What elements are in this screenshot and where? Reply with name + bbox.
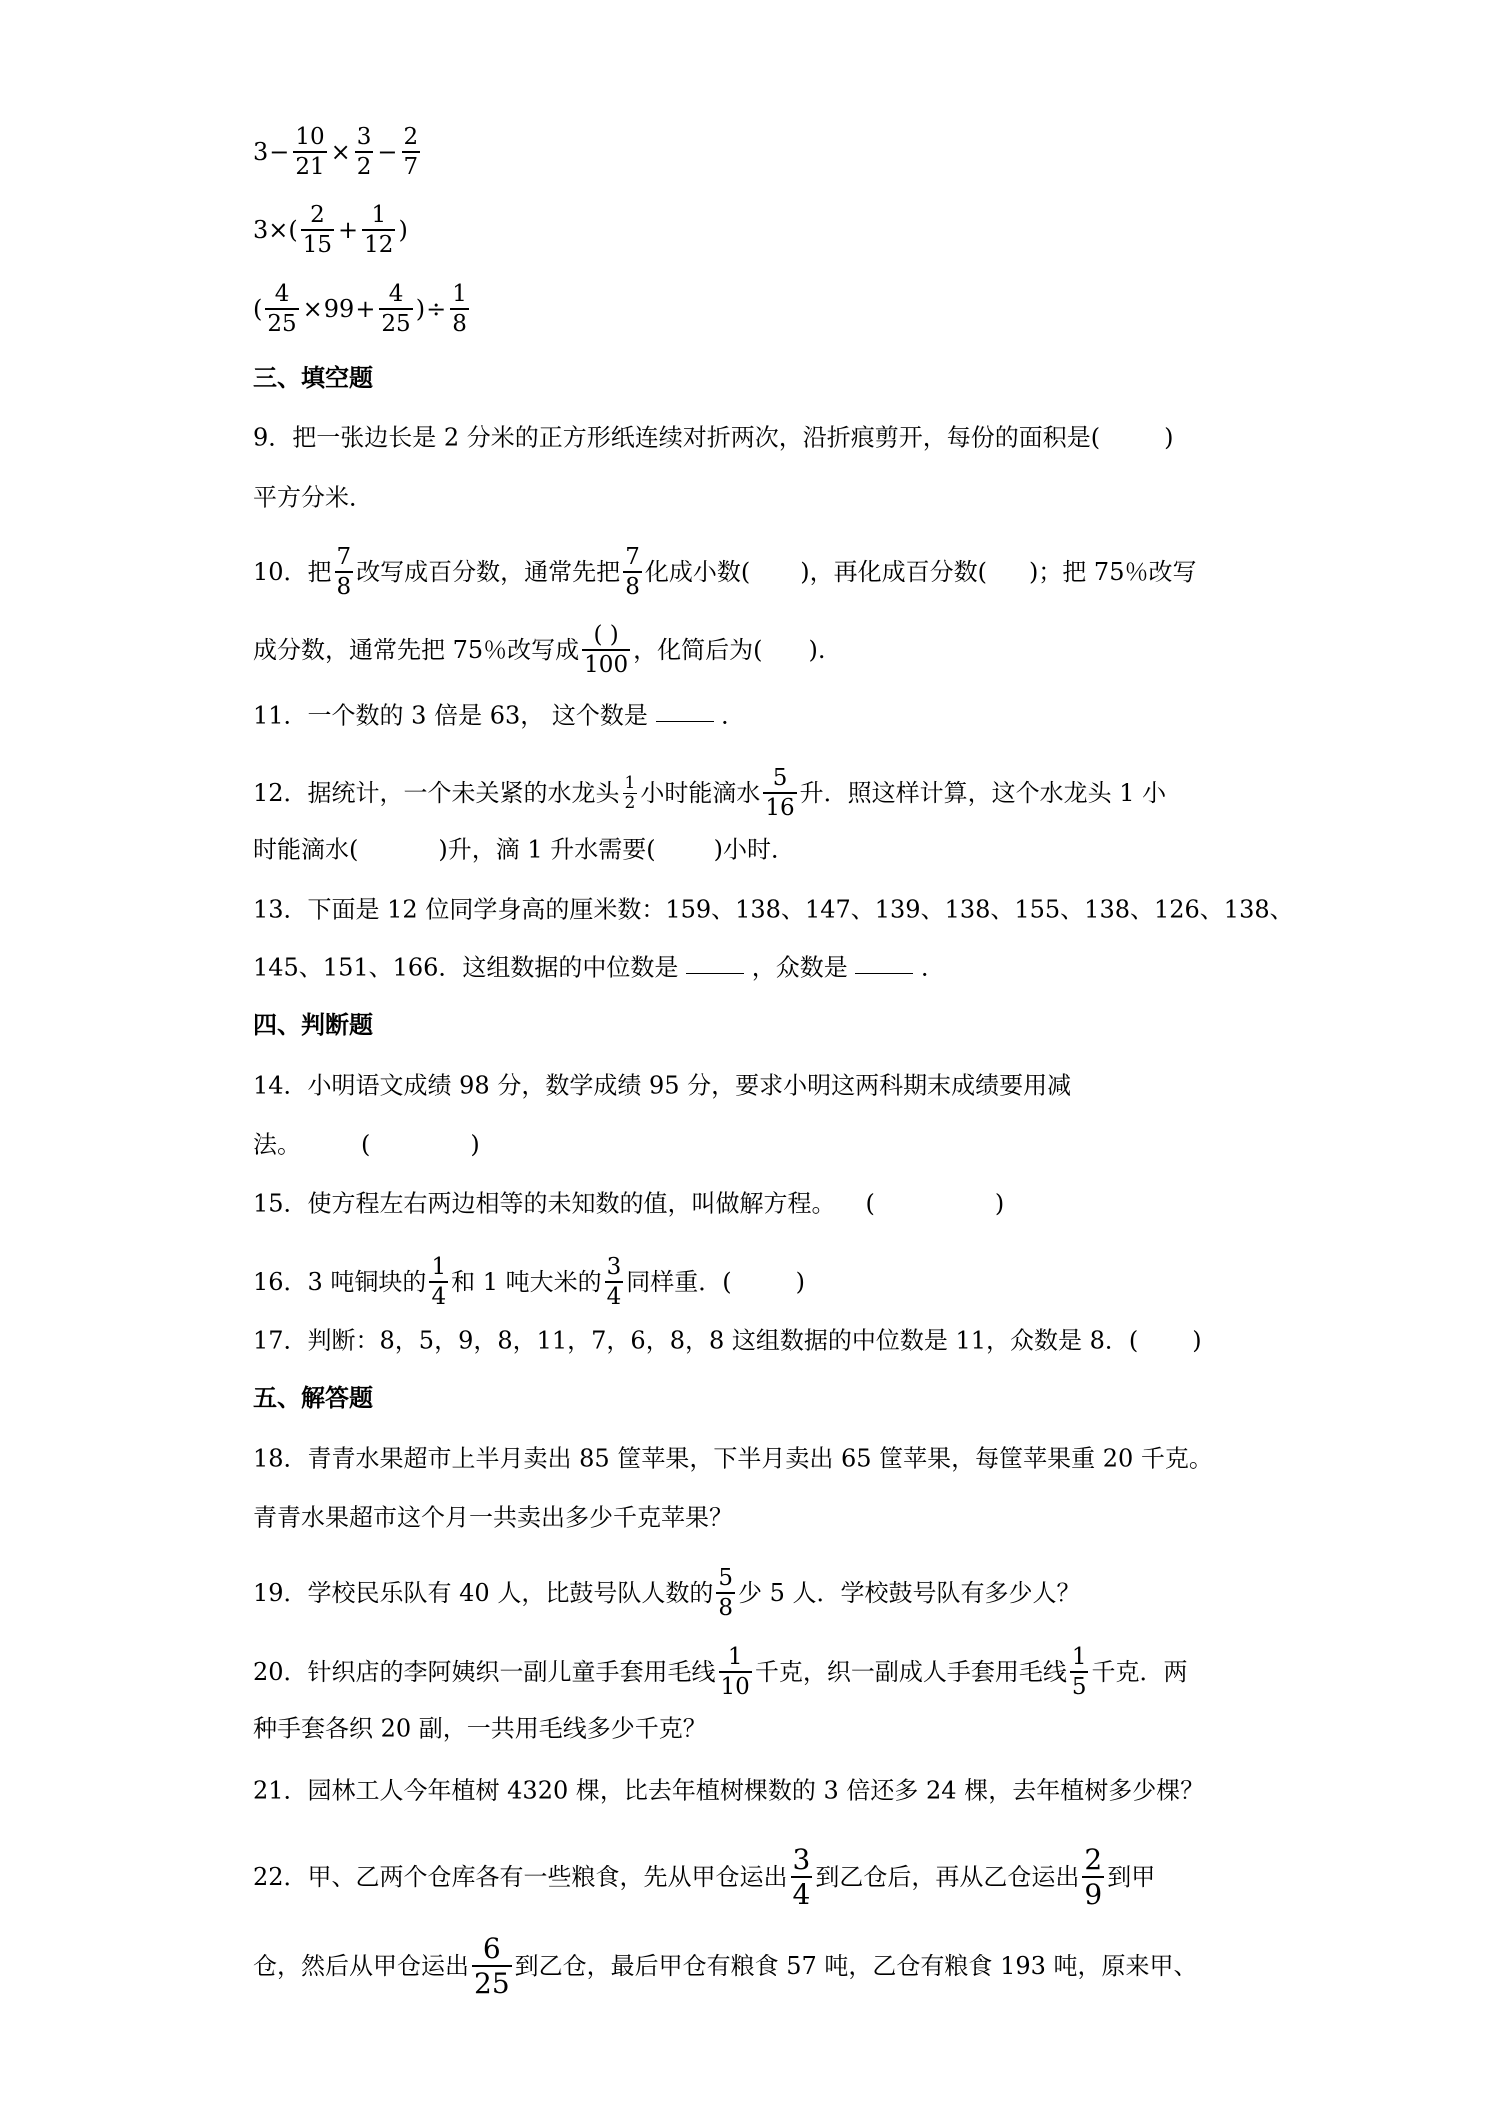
expr-term: 3 <box>253 138 269 166</box>
answer-paren-close: ) <box>470 1130 480 1159</box>
fraction <box>623 543 642 601</box>
question-21 <box>253 1772 1204 1808</box>
question-11 <box>253 697 745 733</box>
divide-sign: ÷ <box>426 295 447 323</box>
question-22-line-2 <box>253 1932 1198 2000</box>
question-text: 20．针织店的李阿姨织一副儿童手套用毛线 <box>253 1658 716 1686</box>
left-paren: ( <box>253 295 263 323</box>
numerator: 4 <box>274 281 290 307</box>
question-13-line-1 <box>253 891 1294 927</box>
question-9-line-2 <box>253 479 373 515</box>
question-9-line-1 <box>253 419 1174 455</box>
question-text: 19．学校民乐队有 40 人，比鼓号队人数的 <box>253 1579 714 1607</box>
numerator: 1 <box>624 772 636 793</box>
question-10-line-2 <box>253 621 825 679</box>
question-text: ) <box>1164 423 1174 452</box>
right-paren: ) <box>415 295 426 323</box>
numerator: 1 <box>1071 1644 1087 1670</box>
right-paren: ) <box>398 216 408 244</box>
fraction <box>623 774 638 813</box>
answer-paren-open: ( <box>361 1130 371 1159</box>
question-14-line-2 <box>253 1126 480 1162</box>
fraction <box>265 280 298 338</box>
question-text: 15．使方程左右两边相等的未知数的值，叫做解方程。 <box>253 1189 836 1218</box>
question-16 <box>253 1253 805 1311</box>
question-text: 16．3 吨铜块的 <box>253 1268 427 1296</box>
question-text: 10．把 <box>253 558 332 586</box>
denominator: 12 <box>364 232 394 258</box>
question-13-line-2 <box>253 949 945 985</box>
fraction <box>402 123 421 181</box>
question-text: 22．甲、乙两个仓库各有一些粮食，先从甲仓运出 <box>253 1863 788 1891</box>
fraction <box>335 543 354 601</box>
numerator: 4 <box>388 281 404 307</box>
expr-term: 3× <box>253 216 289 244</box>
question-text: )，再化成百分数( <box>800 558 987 586</box>
answer-blank <box>855 953 913 974</box>
denominator: 25 <box>267 311 297 337</box>
fraction <box>582 621 630 679</box>
fraction <box>1070 1643 1089 1701</box>
question-text: 小时能滴水 <box>640 779 761 807</box>
denominator: 9 <box>1084 1878 1103 1911</box>
question-text: 18．青青水果超市上半月卖出 85 筐苹果，下半月卖出 65 筐苹果，每筐苹果重 20 千克。 <box>253 1444 1213 1473</box>
question-text: )小时． <box>713 835 796 864</box>
question-10-line-1 <box>253 543 1196 601</box>
numerator: 5 <box>718 1565 733 1591</box>
numerator: 3 <box>606 1254 622 1280</box>
numerator: 2 <box>1084 1843 1103 1876</box>
question-text: 成分数，通常先把 75％改写成 <box>253 636 580 664</box>
numerator: 2 <box>310 202 325 228</box>
question-text: 12．据统计，一个未关紧的水龙头 <box>253 779 620 807</box>
section-heading-fill-in: 三、填空题 <box>253 364 373 392</box>
fraction <box>472 1932 512 2000</box>
question-text: 13．下面是 12 位同学身高的厘米数：159、138、147、139、138、155、138、126、138、 <box>253 895 1294 924</box>
question-text: 仓，然后从甲仓运出 <box>253 1952 469 1980</box>
numerator: 1 <box>431 1254 447 1280</box>
times-sign: × <box>330 138 351 166</box>
question-text: 17．判断：8，5，9，8，11，7，6，8，8 这组数据的中位数是 11，众数是 8．( <box>253 1326 1139 1355</box>
fraction <box>379 280 412 338</box>
fraction <box>791 1843 813 1911</box>
question-text: 21．园林工人今年植树 4320 棵，比去年植树棵数的 3 倍还多 24 棵，去年植树多少棵？ <box>253 1776 1205 1805</box>
numerator: ( ) <box>593 622 619 648</box>
question-20-line-1 <box>253 1643 1187 1701</box>
times-sign: × <box>302 295 323 323</box>
numerator: 3 <box>356 124 372 150</box>
denominator: 5 <box>1071 1674 1087 1700</box>
numerator: 1 <box>371 202 387 228</box>
fraction <box>716 1564 735 1622</box>
denominator: 25 <box>381 311 411 337</box>
denominator: 7 <box>403 154 419 180</box>
question-text: 11．一个数的 3 倍是 63， 这个数是 <box>253 701 648 730</box>
question-text: ． <box>921 953 945 982</box>
numerator: 5 <box>772 765 788 791</box>
question-text: 145、151、166．这组数据的中位数是 <box>253 953 679 982</box>
minus-sign: − <box>377 138 398 166</box>
question-text: )；把 75％改写 <box>1028 558 1197 586</box>
minus-sign: − <box>269 138 290 166</box>
question-text: 改写成百分数，通常先把 <box>356 558 621 586</box>
question-text: ). <box>808 636 826 664</box>
denominator: 100 <box>584 652 629 678</box>
question-text: 和 1 吨大米的 <box>451 1268 602 1296</box>
question-15 <box>253 1185 1004 1221</box>
denominator: 10 <box>720 1674 750 1700</box>
expression-1 <box>253 123 423 181</box>
numerator: 2 <box>403 124 419 150</box>
question-20-line-2 <box>253 1710 707 1746</box>
question-text: 少 5 人．学校鼓号队有多少人？ <box>737 1579 1081 1607</box>
denominator: 2 <box>624 792 636 813</box>
question-text: 9．把一张边长是 2 分米的正方形纸连续对折两次，沿折痕剪开，每份的面积是( <box>253 423 1101 452</box>
question-text: 到乙仓后，再从乙仓运出 <box>815 1863 1080 1891</box>
question-text: 平方分米． <box>253 483 373 512</box>
question-text: 千克．两 <box>1091 1658 1188 1686</box>
fraction <box>1082 1843 1104 1911</box>
question-19 <box>253 1564 1081 1622</box>
question-text: ，众数是 <box>751 953 848 982</box>
fraction <box>719 1643 752 1701</box>
answer-blank <box>656 701 714 722</box>
question-text: ． <box>721 701 746 730</box>
denominator: 8 <box>625 574 640 600</box>
question-text: 时能滴水( <box>253 835 359 864</box>
fraction <box>450 280 469 338</box>
fraction <box>301 201 334 259</box>
expr-term: 99 <box>323 295 355 323</box>
question-text: 14．小明语文成绩 98 分，数学成绩 95 分，要求小明这两科期末成绩要用减 <box>253 1071 1072 1100</box>
section-heading-answer: 五、解答题 <box>253 1384 373 1412</box>
question-text: )升，滴 1 升水需要( <box>438 835 656 864</box>
answer-paren-open: ( <box>865 1189 875 1218</box>
answer-paren-close: ) <box>1192 1326 1202 1355</box>
denominator: 4 <box>431 1284 447 1310</box>
plus-sign: + <box>338 216 359 244</box>
denominator: 8 <box>718 1595 733 1621</box>
question-text: 青青水果超市这个月一共卖出多少千克苹果？ <box>253 1503 733 1532</box>
answer-paren-close: ) <box>994 1189 1005 1218</box>
question-text: 到乙仓，最后甲仓有粮食 57 吨，乙仓有粮食 193 吨，原来甲、 <box>514 1952 1198 1980</box>
answer-blank <box>686 953 744 974</box>
question-17 <box>253 1322 1202 1358</box>
numerator: 1 <box>727 1644 743 1670</box>
question-text: 化成小数( <box>644 558 751 586</box>
plus-sign: + <box>355 295 376 323</box>
question-18-line-1 <box>253 1440 1213 1476</box>
question-text: 法。 <box>253 1130 301 1159</box>
numerator: 6 <box>482 1932 501 1965</box>
denominator: 21 <box>295 154 325 180</box>
denominator: 8 <box>452 311 467 337</box>
question-12-line-1 <box>253 764 1166 822</box>
denominator: 16 <box>765 795 795 821</box>
fraction <box>362 201 395 259</box>
question-12-line-2 <box>253 831 795 867</box>
question-text: 千克，织一副成人手套用毛线 <box>754 1658 1067 1686</box>
numerator: 3 <box>792 1843 811 1876</box>
section-heading-judgement: 四、判断题 <box>253 1011 373 1039</box>
question-text: ，化简后为( <box>633 636 763 664</box>
denominator: 25 <box>474 1967 510 2000</box>
question-22-line-1 <box>253 1843 1155 1911</box>
fraction <box>355 123 374 181</box>
fraction <box>763 764 796 822</box>
left-paren: ( <box>288 216 298 244</box>
denominator: 4 <box>792 1878 811 1911</box>
answer-paren-close: ) <box>795 1268 805 1296</box>
denominator: 2 <box>356 154 372 180</box>
question-text: 升．照这样计算，这个水龙头 1 小 <box>799 779 1167 807</box>
denominator: 4 <box>606 1284 622 1310</box>
fraction <box>605 1253 624 1311</box>
numerator: 7 <box>336 544 352 570</box>
fraction <box>293 123 326 181</box>
expression-3 <box>253 280 472 338</box>
question-text: 种手套各织 20 副，一共用毛线多少千克？ <box>253 1714 707 1743</box>
question-text: 同样重．( <box>626 1268 732 1296</box>
numerator: 1 <box>452 281 467 307</box>
denominator: 15 <box>302 232 333 258</box>
expression-2 <box>253 201 408 259</box>
question-18-line-2 <box>253 1499 733 1535</box>
fraction <box>429 1253 448 1311</box>
question-text: 到甲 <box>1107 1863 1156 1891</box>
question-14-line-1 <box>253 1067 1071 1103</box>
numerator: 10 <box>295 124 325 150</box>
numerator: 7 <box>625 544 640 570</box>
denominator: 8 <box>336 574 352 600</box>
